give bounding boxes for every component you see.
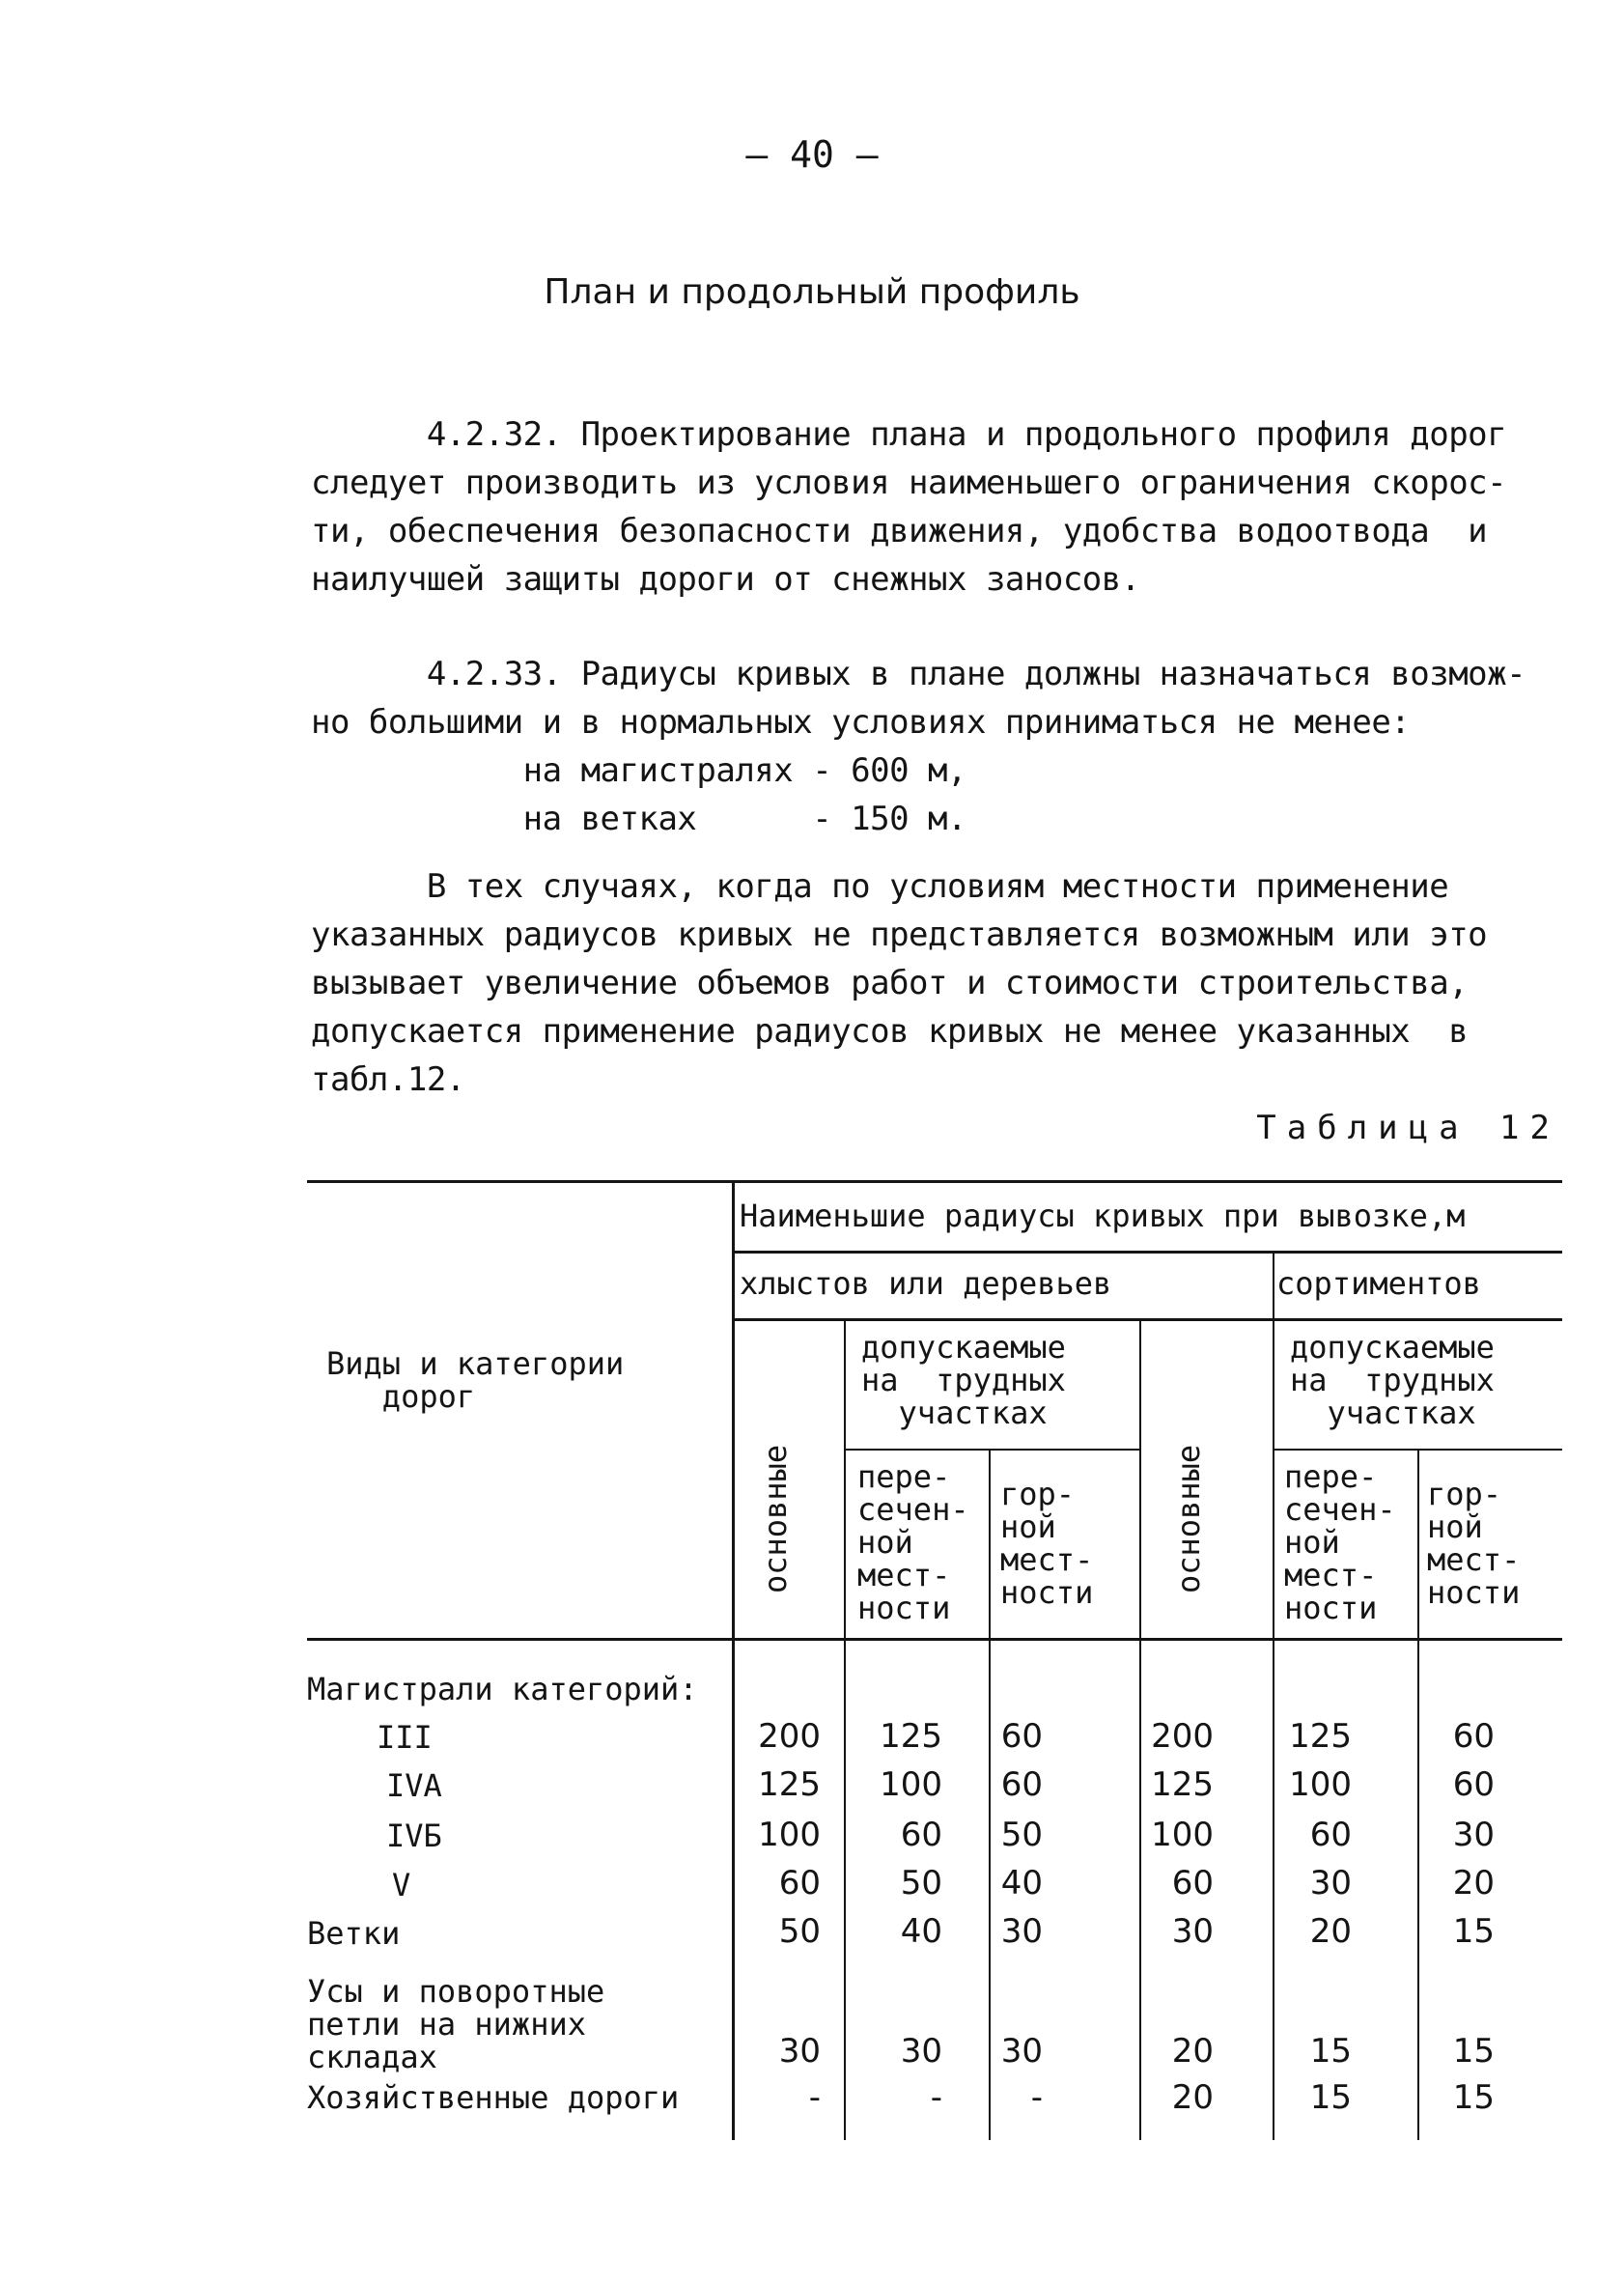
table-cell: 30 bbox=[1000, 2032, 1043, 2071]
table-cell: 30 bbox=[1452, 1816, 1495, 1854]
table-cell: 125 bbox=[758, 1765, 821, 1804]
table-cell: 15 bbox=[1309, 2078, 1352, 2117]
mountain-terrain-header: гор- ной мест- ности bbox=[1427, 1476, 1521, 1611]
header-rule bbox=[844, 1449, 1140, 1451]
stub-header: Виды и категории дорог bbox=[326, 1345, 625, 1415]
table-cell: 30 bbox=[1000, 1912, 1043, 1951]
text-line: В тех случаях, когда по условиям местности применение bbox=[311, 867, 1449, 906]
stub-column-rule bbox=[732, 1180, 735, 2140]
table-cell: 100 bbox=[1289, 1765, 1352, 1804]
table-cell: 50 bbox=[900, 1864, 942, 1902]
row-label: Ветки bbox=[307, 1915, 401, 1952]
row-label: V bbox=[392, 1867, 411, 1903]
top-header: Наименьшие радиусы кривых при вывозке,м bbox=[740, 1198, 1466, 1234]
table-cell: 125 bbox=[1151, 1765, 1214, 1804]
text-line: но большими и в нормальных условиях приниматься не менее: bbox=[311, 703, 1411, 742]
row-label: III bbox=[377, 1719, 433, 1756]
table-cell: 40 bbox=[1000, 1864, 1043, 1902]
table-cell: 20 bbox=[1452, 1864, 1495, 1902]
mountain-terrain-header: гор- ной мест- ности bbox=[1000, 1476, 1094, 1611]
page-number: — 40 — bbox=[745, 133, 879, 176]
text-line: табл.12. bbox=[311, 1060, 465, 1099]
table-cell: 50 bbox=[778, 1912, 821, 1951]
table-cell: 30 bbox=[1171, 1912, 1214, 1951]
text-line: следует производить из условия наименьшего ограничения скорос- bbox=[311, 464, 1507, 502]
basic-header: основные bbox=[757, 1444, 794, 1593]
row-label: IVБ bbox=[386, 1818, 442, 1854]
text-line: 4.2.32. Проектирование плана и продольного профиля дорог bbox=[311, 415, 1507, 454]
table-cell: 60 bbox=[1171, 1864, 1214, 1902]
table-cell: 60 bbox=[1309, 1816, 1352, 1854]
rugged-terrain-header: пере- сечен- ной мест- ности bbox=[857, 1458, 969, 1626]
text-line: на ветках - 150 м. bbox=[311, 800, 966, 838]
table-cell: 60 bbox=[1000, 1765, 1043, 1804]
table-cell: 100 bbox=[880, 1765, 942, 1804]
table-cell: 50 bbox=[1000, 1816, 1043, 1854]
section-label: Магистрали категорий: bbox=[307, 1671, 698, 1707]
table-cell: 20 bbox=[1309, 1912, 1352, 1951]
table-cell: 200 bbox=[1151, 1717, 1214, 1756]
text-line: вызывает увеличение объемов работ и стоимости строительства, bbox=[311, 964, 1469, 1002]
table-cell: 100 bbox=[758, 1816, 821, 1854]
allowed-header: допускаемые на трудных участках bbox=[1290, 1329, 1495, 1431]
table-top-rule bbox=[307, 1180, 1562, 1183]
text-line: 4.2.33. Радиусы кривых в плане должны назначаться возмож- bbox=[311, 655, 1526, 693]
table-caption: Таблица 12 bbox=[1256, 1109, 1560, 1147]
table-cell: 15 bbox=[1309, 2032, 1352, 2071]
group-rule bbox=[1273, 1251, 1274, 2140]
table-cell: 125 bbox=[1289, 1717, 1352, 1756]
table-cell: - bbox=[930, 2078, 942, 2117]
table-cell: 20 bbox=[1171, 2078, 1214, 2117]
table-cell: 125 bbox=[880, 1717, 942, 1756]
table-cell: 40 bbox=[900, 1912, 942, 1951]
group-header-assortments: сортиментов bbox=[1276, 1265, 1481, 1302]
table-cell: 20 bbox=[1171, 2032, 1214, 2071]
table-cell: 15 bbox=[1452, 1912, 1495, 1951]
section-title: План и продольный профиль bbox=[544, 272, 1080, 312]
text-line: допускается применение радиусов кривых не менее указанных в bbox=[311, 1012, 1469, 1051]
header-rule bbox=[732, 1251, 1562, 1254]
table-cell: 30 bbox=[900, 2032, 942, 2071]
table-cell: 30 bbox=[778, 2032, 821, 2071]
table-cell: 30 bbox=[1309, 1864, 1352, 1902]
table-cell: 60 bbox=[900, 1816, 942, 1854]
table-cell: 60 bbox=[1452, 1717, 1495, 1756]
text-line: на магистралях - 600 м, bbox=[311, 751, 966, 790]
row-label: IVA bbox=[386, 1767, 442, 1804]
group-header-logs: хлыстов или деревьев bbox=[740, 1265, 1112, 1302]
paragraph-4-2-33 bbox=[311, 650, 1566, 843]
header-bottom-rule bbox=[307, 1638, 1562, 1641]
allowed-header: допускаемые на трудных участках bbox=[861, 1329, 1066, 1431]
table-cell: 100 bbox=[1151, 1816, 1214, 1854]
paragraph-4-2-32 bbox=[311, 410, 1566, 604]
table-cell: 60 bbox=[1452, 1765, 1495, 1804]
table-cell: 15 bbox=[1452, 2032, 1495, 2071]
table-cell: 60 bbox=[778, 1864, 821, 1902]
table-cell: 60 bbox=[1000, 1717, 1043, 1756]
header-rule bbox=[732, 1318, 1562, 1321]
table-cell: 200 bbox=[758, 1717, 821, 1756]
text-line: ти, обеспечения безопасности движения, удобства водоотвода и bbox=[311, 512, 1488, 550]
table-cell: 15 bbox=[1452, 2078, 1495, 2117]
row-label: Усы и поворотные петли на нижних складах bbox=[307, 1973, 605, 2075]
table-cell: - bbox=[1030, 2078, 1043, 2117]
paragraph-exceptions bbox=[311, 862, 1566, 1104]
table-cell: - bbox=[808, 2078, 821, 2117]
basic-header: основные bbox=[1170, 1444, 1207, 1593]
row-label: Хозяйственные дороги bbox=[307, 2079, 680, 2116]
text-line: указанных радиусов кривых не представляется возможным или это bbox=[311, 916, 1488, 954]
text-line: наилучшей защиты дороги от снежных заносов. bbox=[311, 560, 1140, 599]
rugged-terrain-header: пере- сечен- ной мест- ности bbox=[1284, 1458, 1396, 1626]
